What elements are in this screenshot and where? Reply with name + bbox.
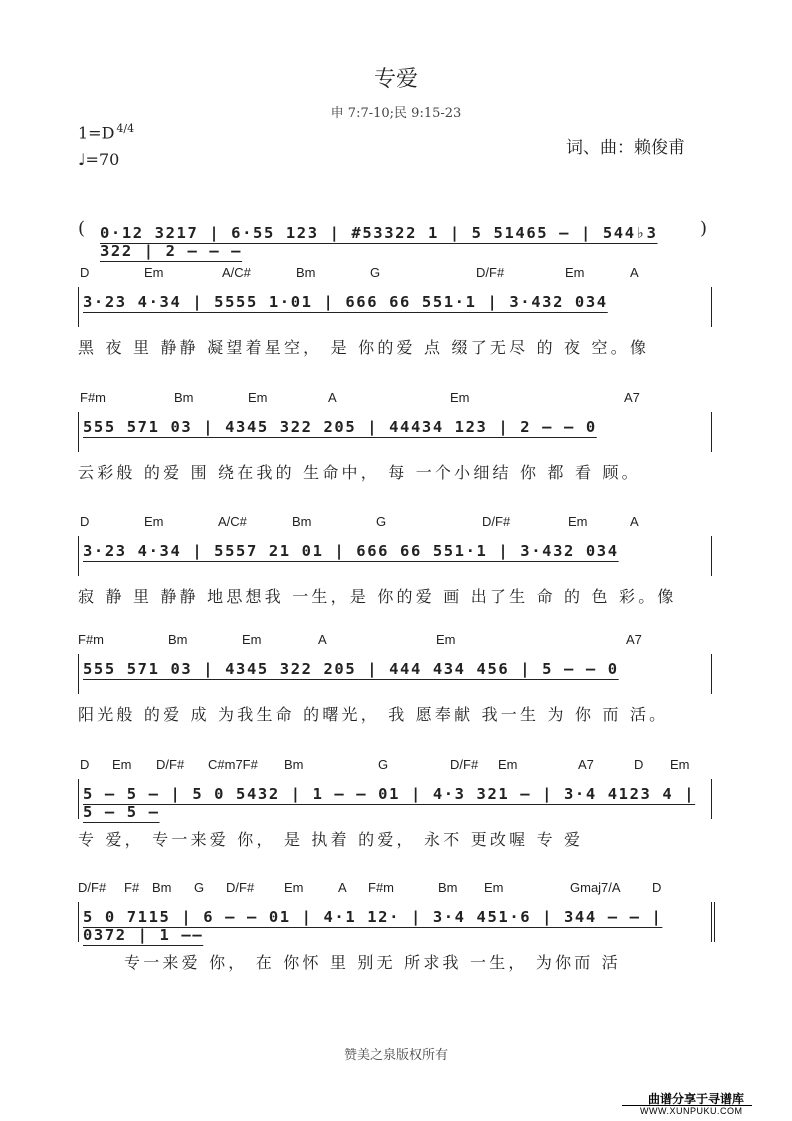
- chord: Bm: [292, 514, 312, 529]
- chord: F#: [124, 880, 140, 895]
- chord-line: [78, 880, 710, 900]
- chord: Em: [144, 514, 164, 529]
- chord: Em: [144, 265, 164, 280]
- chord: Gmaj7/A: [570, 880, 621, 895]
- chord: D: [652, 880, 662, 895]
- notes-text: 5 0 7115 | 6 – – 01 | 4·1 12· | 3·4 451·6 | 344 – – | 0372 | 1 ——: [83, 908, 663, 944]
- chord: Em: [112, 757, 132, 772]
- chord-line: [78, 390, 710, 410]
- lyrics-line: 黑 夜 里 静静 凝望着星空， 是 你的爱 点 缀了无尽 的 夜 空。像: [78, 338, 650, 357]
- time-signature: 4/4: [116, 122, 135, 135]
- notes-line: [78, 412, 712, 452]
- chord: Bm: [168, 632, 188, 647]
- chord: F#m: [80, 390, 106, 405]
- chord: Bm: [438, 880, 458, 895]
- chord: Em: [284, 880, 304, 895]
- notes-line: [78, 287, 712, 327]
- lyrics-line: 阳光般 的爱 成 为我生命 的曙光， 我 愿奉献 我一生 为 你 而 活。: [78, 705, 669, 724]
- chord: A/C#: [222, 265, 251, 280]
- chord-line: [78, 265, 710, 285]
- chord: G: [376, 514, 387, 529]
- notes-text: 555 571 03 | 4345 322 205 | 44434 123 | 2 – – 0: [83, 418, 597, 436]
- lyrics-line: 云彩般 的爱 围 绕在我的 生命中， 每 一个小细结 你 都 看 顾。: [78, 463, 641, 482]
- copyright-notice: 赞美之泉版权所有: [343, 1048, 448, 1063]
- watermark-url[interactable]: WWW.XUNPUKU.COM: [640, 1106, 743, 1116]
- lyrics-line: 寂 静 里 静静 地思想我 一生，是 你的爱 画 出了生 命 的 色 彩。像: [78, 587, 677, 606]
- chord: F#m: [78, 632, 104, 647]
- chord: G: [370, 265, 381, 280]
- lyrics-line: 专 爱， 专一来爱 你， 是 执着 的爱， 永不 更改喔 专 爱: [78, 830, 584, 849]
- chord: A: [318, 632, 327, 647]
- chord: D/F#: [156, 757, 185, 772]
- chord: D/F#: [482, 514, 511, 529]
- chord: Bm: [284, 757, 304, 772]
- chord: A7: [624, 390, 640, 405]
- chord: Bm: [296, 265, 316, 280]
- chord: Em: [450, 390, 470, 405]
- chord: D: [80, 757, 90, 772]
- chord-line: [78, 757, 710, 777]
- chord: Bm: [174, 390, 194, 405]
- chord: F#m: [368, 880, 394, 895]
- key-label: 1=D: [78, 123, 115, 143]
- intro-paren-open: (: [78, 218, 86, 239]
- chord: D/F#: [476, 265, 505, 280]
- notes-line: [78, 654, 712, 694]
- chord: A: [630, 265, 639, 280]
- chord: Bm: [152, 880, 172, 895]
- chord: A: [328, 390, 337, 405]
- chord: Em: [565, 265, 585, 280]
- chord: C#m7F#: [208, 757, 258, 772]
- chord: A: [630, 514, 639, 529]
- chord: D: [634, 757, 644, 772]
- notes-line: [78, 536, 712, 576]
- notes-text: 555 571 03 | 4345 322 205 | 444 434 456 | 5 – – 0: [83, 660, 619, 678]
- chord: Em: [242, 632, 262, 647]
- notes-text: 3·23 4·34 | 5555 1·01 | 666 66 551·1 | 3·432 034: [83, 293, 608, 311]
- notes-text: 5 – 5 – | 5 0 5432 | 1 – – 01 | 4·3 321 – | 3·4 4123 4 | 5 – 5 –: [83, 785, 696, 821]
- chord: A: [338, 880, 347, 895]
- chord: D: [80, 265, 90, 280]
- chord: A/C#: [218, 514, 247, 529]
- chord: G: [194, 880, 205, 895]
- notes-line: [78, 779, 712, 819]
- chord: Em: [436, 632, 456, 647]
- scripture-reference: 申 7:7-10;民 9:15-23: [330, 106, 462, 121]
- chord: G: [378, 757, 389, 772]
- chord-line: [78, 632, 710, 652]
- intro-notes-text: 0·12 3217 | 6·55 123 | #53322 1 | 5 51465 – | 544♭3 322 | 2 – – –: [100, 224, 658, 260]
- notes-text: 3·23 4·34 | 5557 21 01 | 666 66 551·1 | 3·432 034: [83, 542, 619, 560]
- chord: Em: [568, 514, 588, 529]
- chord-line: [78, 514, 710, 534]
- chord: D/F#: [226, 880, 255, 895]
- song-title: 专爱: [373, 67, 418, 92]
- chord: Em: [670, 757, 690, 772]
- notes-line: [78, 902, 715, 942]
- watermark-text: 曲谱分享于寻谱库: [648, 1092, 745, 1106]
- chord: Em: [498, 757, 518, 772]
- chord: A7: [626, 632, 642, 647]
- intro-notes: [78, 218, 710, 258]
- intro-paren-close: ): [700, 218, 708, 239]
- chord: D: [80, 514, 90, 529]
- chord: A7: [578, 757, 594, 772]
- song-author: 词、曲：赖俊甫: [566, 138, 685, 158]
- lyrics-line: 专一来爱 你， 在 你怀 里 别无 所求我 一生， 为你而 活: [124, 953, 621, 972]
- chord: D/F#: [450, 757, 479, 772]
- chord: Em: [484, 880, 504, 895]
- key-signature: [78, 122, 134, 142]
- chord: D/F#: [78, 880, 107, 895]
- tempo-marking: ♩=70: [78, 150, 120, 169]
- chord: Em: [248, 390, 268, 405]
